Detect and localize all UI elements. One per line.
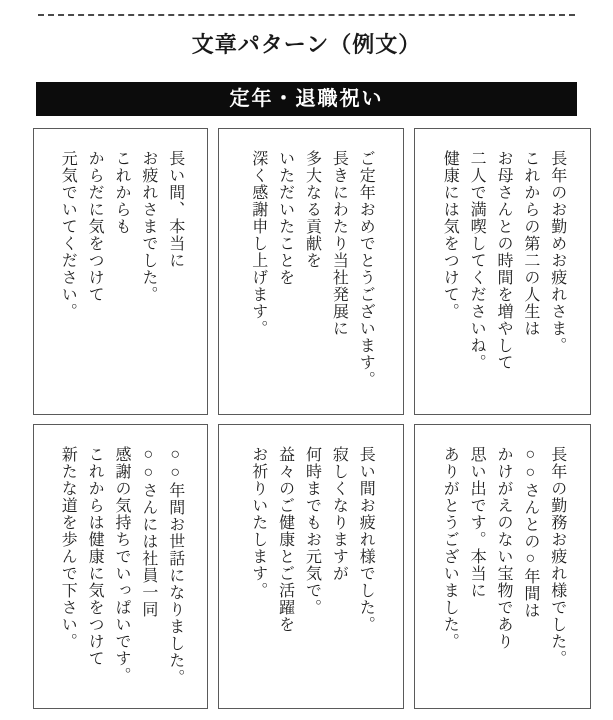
vertical-text-line: お祈りいたします。 <box>249 446 267 599</box>
vertical-text-line: 長い間、本当に <box>166 150 184 269</box>
vertical-text-line: 益々のご健康とご活躍を <box>276 446 294 633</box>
page-title: 文章パターン（例文） <box>191 32 422 57</box>
vertical-text-line: 長年の勤務お疲れ様でした。 <box>548 446 566 667</box>
vertical-text-line: 二人で満喫してくださいね。 <box>468 150 486 371</box>
vertical-text-block <box>244 150 378 388</box>
vertical-text-line: これからも <box>112 150 130 235</box>
vertical-text-line: これからは健康に気をつけて <box>86 446 104 667</box>
example-card-6 <box>414 424 591 709</box>
example-card-5 <box>218 424 404 709</box>
vertical-text-line: お疲れさまでした。 <box>139 150 157 303</box>
vertical-text-line: 健康には気をつけて。 <box>441 150 459 320</box>
vertical-text-line: 多大なる貢献を <box>303 150 321 269</box>
vertical-text-line: 感謝の気持ちでいっぱいです。 <box>112 446 130 684</box>
vertical-text-line: ありがとうございました。 <box>441 446 459 650</box>
vertical-text-block <box>53 446 187 686</box>
vertical-text-line: 元気でいてください。 <box>59 150 77 320</box>
vertical-text-line: ○○さんとの○年間は <box>521 446 539 619</box>
vertical-text-line: 新たな道を歩んで下さい。 <box>59 446 77 650</box>
vertical-text-block <box>435 150 569 371</box>
vertical-text-line: ○○年間お世話になりました。 <box>166 446 184 686</box>
example-cards-grid <box>33 128 613 709</box>
vertical-text-line: 長年のお勤めお疲れさま。 <box>548 150 566 354</box>
vertical-text-line: 長い間お疲れ様でした。 <box>357 446 375 633</box>
vertical-text-block <box>435 446 569 667</box>
vertical-text-line: 思い出です。本当に <box>468 446 486 599</box>
vertical-text-line: これからの第二の人生は <box>521 150 539 337</box>
vertical-text-line: 何時までもお元気で。 <box>303 446 321 616</box>
vertical-text-line: かけがえのない宝物であり <box>494 446 512 650</box>
vertical-text-line: 深く感謝申し上げます。 <box>249 150 267 337</box>
vertical-text-line: お母さんとの時間を増やして <box>494 150 512 371</box>
dashed-divider <box>38 14 575 16</box>
vertical-text-line: 長きにわたり当社発展に <box>330 150 348 337</box>
vertical-text-line: 寂しくなりますが <box>330 446 348 582</box>
example-card-2 <box>218 128 404 415</box>
vertical-text-block <box>244 446 378 633</box>
vertical-text-line: ご定年おめでとうございます。 <box>357 150 375 388</box>
section-heading: 定年・退職祝い <box>36 82 577 116</box>
vertical-text-block <box>53 150 187 320</box>
example-card-3 <box>414 128 591 415</box>
example-card-4 <box>33 424 208 709</box>
example-card-1 <box>33 128 208 415</box>
vertical-text-line: からだに気をつけて <box>86 150 104 303</box>
vertical-text-line: いただいたことを <box>276 150 294 286</box>
vertical-text-line: ○○さんには社員一同 <box>139 446 157 618</box>
